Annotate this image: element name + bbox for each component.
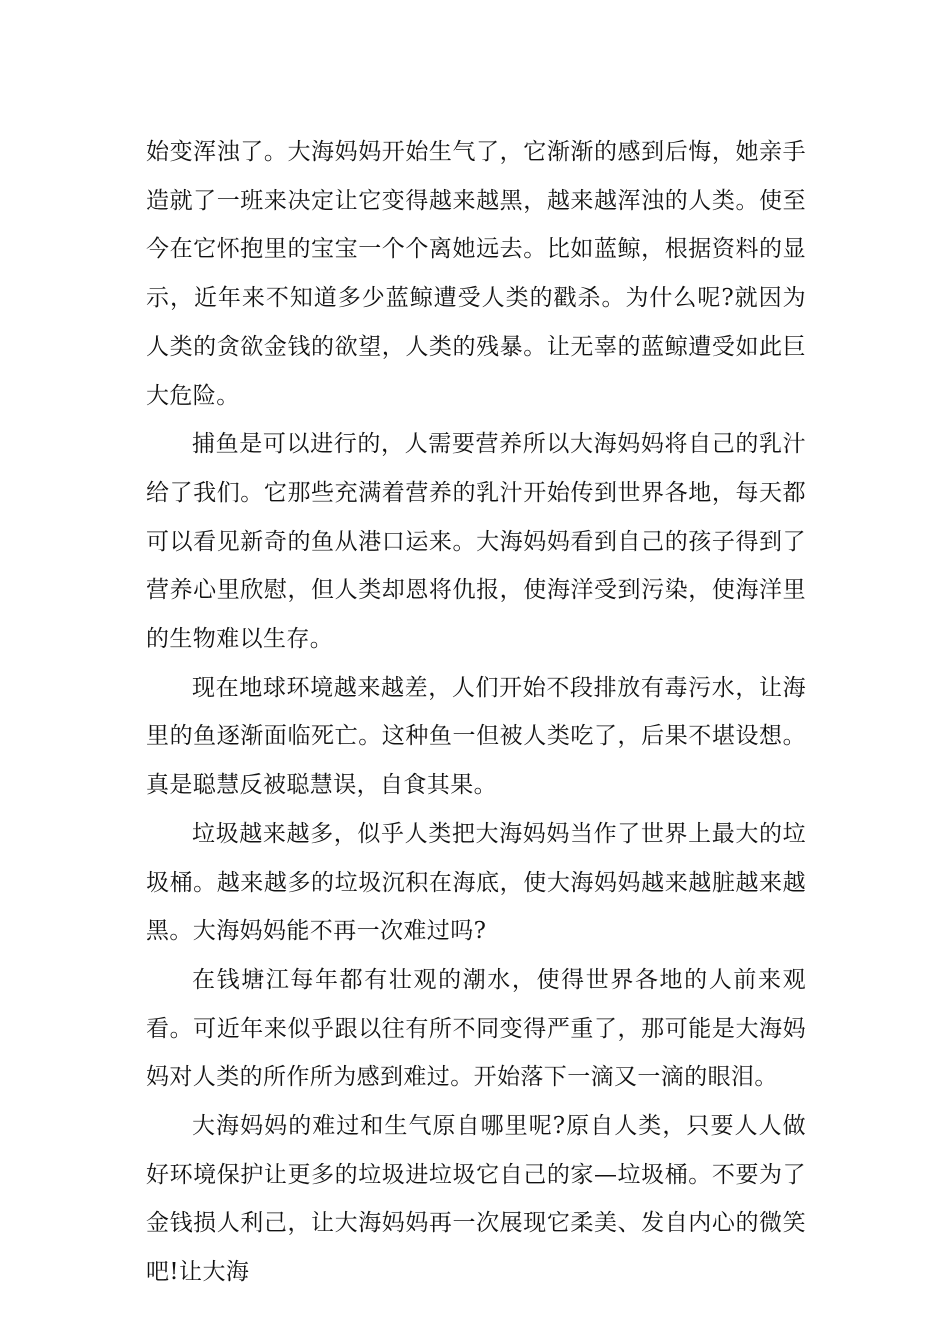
paragraph-2: 捕鱼是可以进行的，人需要营养所以大海妈妈将自己的乳汁给了我们。它那些充满着营养的乳汁开始传到世界各地，每天都可以看见新奇的鱼从港口运来。大海妈妈看到自己的孩子得到了营养心里欣慰，但人类却恩将仇报，使海洋受到污染，使海洋里的生物难以生存。	[146, 431, 806, 653]
document-page	[146, 128, 806, 1297]
paragraph-1: 始变浑浊了。大海妈妈开始生气了，它渐渐的感到后悔，她亲手造就了一班来决定让它变得越来越黑，越来越浑浊的人类。使至今在它怀抱里的宝宝一个个离她远去。比如蓝鲸，根据资料的显示，近年来不知道多少蓝鲸遭受人类的戳杀。为什么呢?就因为人类的贪欲金钱的欲望，人类的残暴。让无辜的蓝鲸遭受如此巨大危险。	[146, 139, 806, 409]
paragraph-4: 垃圾越来越多，似乎人类把大海妈妈当作了世界上最大的垃圾桶。越来越多的垃圾沉积在海底，使大海妈妈越来越脏越来越黑。大海妈妈能不再一次难过吗?	[146, 820, 806, 945]
paragraph-6: 大海妈妈的难过和生气原自哪里呢?原自人类，只要人人做好环境保护让更多的垃圾进垃圾它自己的家—垃圾桶。不要为了金钱损人利己，让大海妈妈再一次展现它柔美、发自内心的微笑吧!让大海	[146, 1113, 806, 1286]
paragraph-3: 现在地球环境越来越差，人们开始不段排放有毒污水，让海里的鱼逐渐面临死亡。这种鱼一但被人类吃了，后果不堪设想。真是聪慧反被聪慧误，自食其果。	[146, 674, 806, 799]
paragraph-5: 在钱塘江每年都有壮观的潮水，使得世界各地的人前来观看。可近年来似乎跟以往有所不同变得严重了，那可能是大海妈妈对人类的所作所为感到难过。开始落下一滴又一滴的眼泪。	[146, 966, 806, 1091]
